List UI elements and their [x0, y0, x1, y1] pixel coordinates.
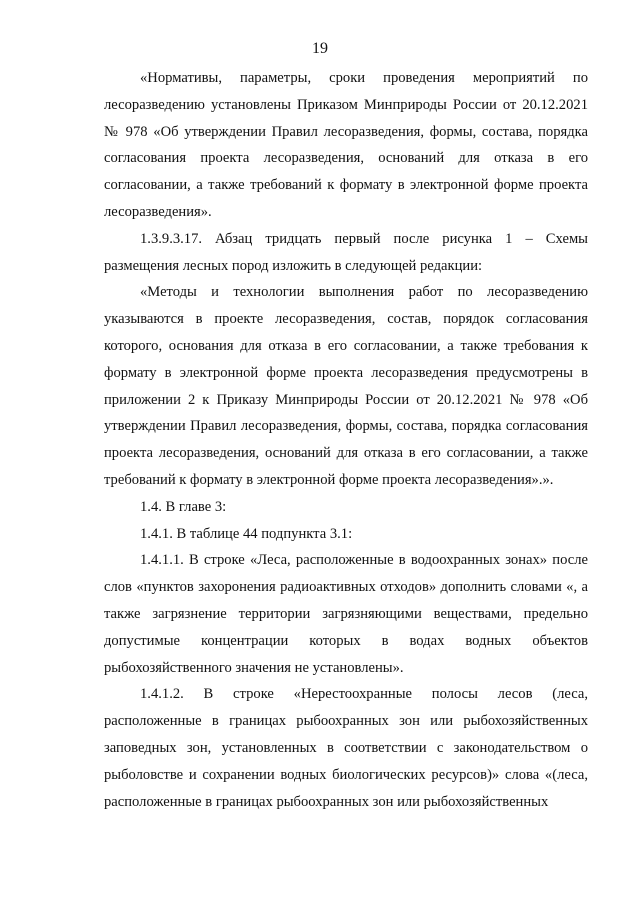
paragraph-norms: «Нормативы, параметры, сроки проведения мероприятий по лесоразведению установлены Приказом Минприроды России от 20.12.2021 № 978 «Об утверждении Правил лесоразведения, формы, состава, порядка согласования проекта лесоразведения, оснований для отказа в его согласовании, а также требований к формату в электронной форме проекта лесоразведения». — [104, 70, 588, 220]
paragraph-1-4-1: 1.4.1. В таблице 44 подпункта 3.1: — [140, 525, 353, 542]
paragraph-1-4-1-1: 1.4.1.1. В строке «Леса, расположенные в водоохранных зонах» после слов «пунктов захоронения радиоактивных отходов» дополнить словами «, а также загрязнение территории загрязняющими веществами, предельно допустимые концентрации которых в водах водных объектов рыбохозяйственного значения не установлены». — [104, 552, 588, 676]
paragraph-1-4-1-2: 1.4.1.2. В строке «Нерестоохранные полосы лесов (леса, расположенные в границах рыбоохранных зон или рыбохозяйственных заповедных зон, установленных в соответствии с законодательством о рыболовстве и сохранении водных биологических ресурсов)» слова «(леса, расположенные в границах рыбоохранных зон или рыбохозяйственных — [104, 686, 588, 810]
page-number: 19 — [312, 40, 328, 57]
paragraph-methods: «Методы и технологии выполнения работ по лесоразведению указываются в проекте лесоразведения, состав, порядок согласования которого, основания для отказа в его согласовании, а также требования к формату в электронной форме проекта лесоразведения предусмотрены в приложении 2 к Приказу Минприроды России от 20.12.2021 № 978 «Об утверждении Правил лесоразведения, формы, состава, порядка согласования проекта лесоразведения, оснований для отказа в его согласовании, а также требований к формату в электронной форме проекта лесоразведения».». — [104, 284, 588, 488]
paragraph-1-3-9-3-17: 1.3.9.3.17. Абзац тридцать первый после рисунка 1 – Схемы размещения лесных пород изложить в следующей редакции: — [104, 230, 588, 274]
paragraph-1-4: 1.4. В главе 3: — [140, 498, 227, 515]
document-body — [104, 65, 588, 815]
